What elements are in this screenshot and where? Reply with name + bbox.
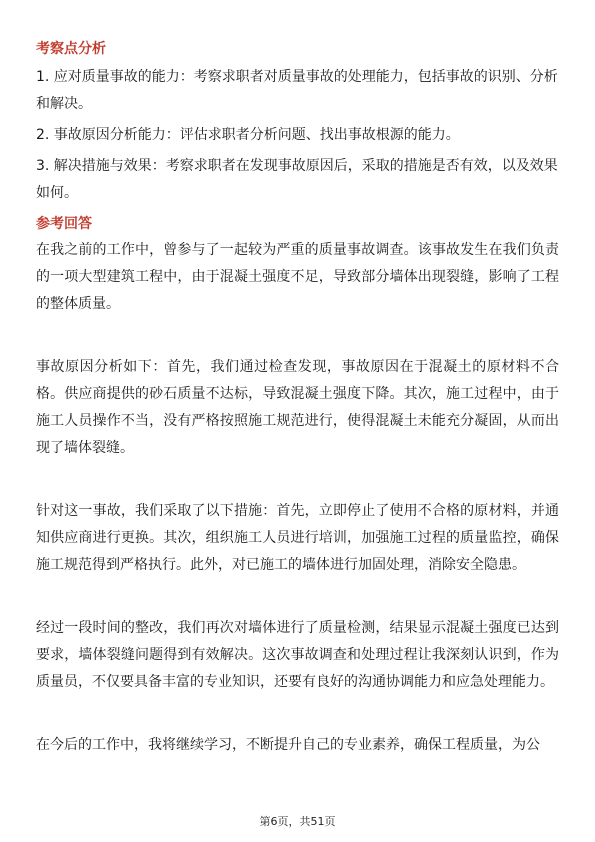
analysis-list <box>36 64 559 207</box>
page-number: 第6页，共51页 <box>259 815 336 828</box>
analysis-heading: 考察点分析 <box>36 41 106 57</box>
answer-heading: 参考回答 <box>36 216 92 232</box>
analysis-item: 3. 解决措施与效果：考察求职者在发现事故原因后，采取的措施是否有效，以及效果如何。 <box>36 158 558 201</box>
answer-paragraph: 事故原因分析如下：首先，我们通过检查发现，事故原因在于混凝土的原材料不合格。供应商提供的砂石质量不达标，导致混凝土强度下降。其次，施工过程中，由于施工人员操作不当，没有严格按照施工规范进行，使得混凝土未能充分凝固，从而出现了墙体裂缝。 <box>36 359 559 456</box>
answer-paragraph: 在今后的工作中，我将继续学习，不断提升自己的专业素养，确保工程质量，为公 <box>36 737 540 753</box>
answer-paragraph: 针对这一事故，我们采取了以下措施：首先，立即停止了使用不合格的原材料，并通知供应商进行更换。其次，组织施工人员进行培训，加强施工过程的质量监控，确保施工规范得到严格执行。此外，对已施工的墙体进行加固处理，消除安全隐患。 <box>36 503 559 573</box>
answer-paragraph: 在我之前的工作中，曾参与了一起较为严重的质量事故调查。该事故发生在我们负责的一项大型建筑工程中，由于混凝土强度不足，导致部分墙体出现裂缝，影响了工程的整体质量。 <box>36 242 559 312</box>
page-content <box>36 40 559 795</box>
analysis-item: 1. 应对质量事故的能力：考察求职者对质量事故的处理能力，包括事故的识别、分析和解决。 <box>36 69 558 112</box>
analysis-item: 2. 事故原因分析能力：评估求职者分析问题、找出事故根源的能力。 <box>36 127 460 143</box>
answer-paragraph: 经过一段时间的整改，我们再次对墙体进行了质量检测，结果显示混凝土强度已达到要求，墙体裂缝问题得到有效解决。这次事故调查和处理过程让我深刻认识到，作为质量员，不仅要具备丰富的专业知识，还要有良好的沟通协调能力和应急处理能力。 <box>36 620 559 690</box>
